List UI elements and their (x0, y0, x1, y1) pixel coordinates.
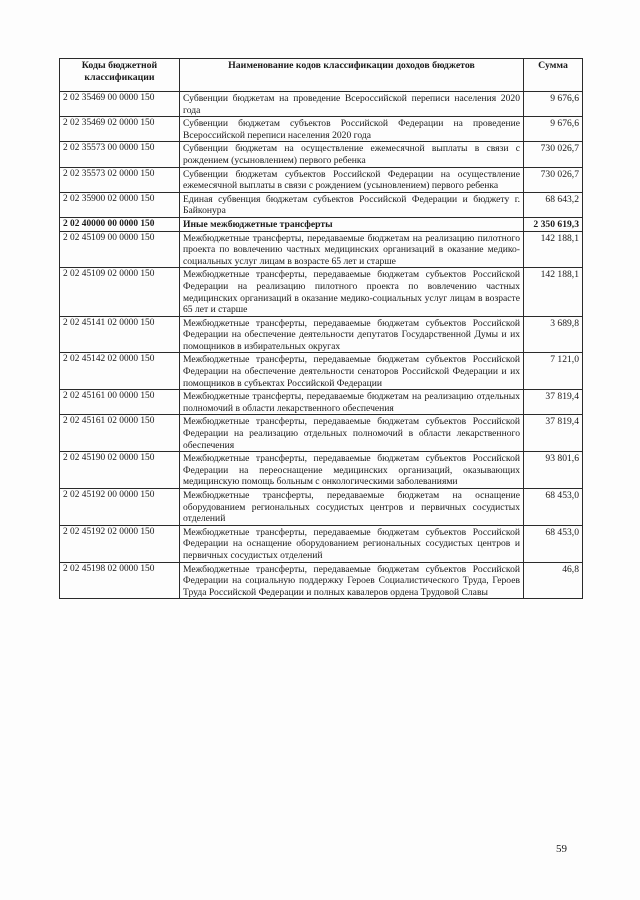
row-sum: 2 350 619,3 (524, 217, 583, 231)
row-code: 2 02 40000 00 0000 150 (60, 217, 180, 231)
row-code: 2 02 45109 02 0000 150 (60, 268, 180, 316)
row-code: 2 02 35573 00 0000 150 (60, 142, 180, 167)
row-name: Субвенции бюджетам субъектов Российской Федерации на проведение Всероссийской переписи населения 2020 года (180, 117, 524, 142)
row-name: Межбюджетные трансферты, передаваемые бюджетам субъектов Российской Федерации на обеспечение деятельности депутатов Государственной Думы и их помощников в избирательных округах (180, 316, 524, 353)
row-code: 2 02 45161 02 0000 150 (60, 415, 180, 452)
row-code: 2 02 45141 02 0000 150 (60, 316, 180, 353)
row-code: 2 02 35469 00 0000 150 (60, 92, 180, 117)
row-code: 2 02 35900 02 0000 150 (60, 192, 180, 217)
row-name: Иные межбюджетные трансферты (180, 217, 524, 231)
table-row (60, 117, 583, 142)
row-code: 2 02 45190 02 0000 150 (60, 452, 180, 489)
table-row (60, 142, 583, 167)
row-sum: 730 026,7 (524, 142, 583, 167)
row-sum: 730 026,7 (524, 167, 583, 192)
row-code: 2 02 45192 02 0000 150 (60, 525, 180, 562)
row-sum: 37 819,4 (524, 390, 583, 415)
table-row (60, 525, 583, 562)
table-row (60, 562, 583, 599)
table-row (60, 92, 583, 117)
row-name: Субвенции бюджетам субъектов Российской Федерации на осуществление ежемесячной выплаты в связи с рождением (усыновлением) первого ребенка (180, 167, 524, 192)
row-name: Межбюджетные трансферты, передаваемые бюджетам субъектов Российской Федерации на реализацию пилотного проекта по вовлечению частных медицинских организаций в оказание медико-социальных услуг лицам в возрасте 65 лет и старше (180, 268, 524, 316)
row-sum: 9 676,6 (524, 92, 583, 117)
row-name: Межбюджетные трансферты, передаваемые бюджетам субъектов Российской Федерации на оснащение оборудованием региональных сосудистых центров и первичных сосудистых отделений (180, 525, 524, 562)
table-row (60, 452, 583, 489)
table-row (60, 231, 583, 268)
row-code: 2 02 35469 02 0000 150 (60, 117, 180, 142)
table-header-row (60, 59, 583, 92)
row-sum: 68 453,0 (524, 489, 583, 526)
row-name: Межбюджетные трансферты, передаваемые бюджетам субъектов Российской Федерации на реализацию отдельных полномочий в области лекарственного обеспечения (180, 415, 524, 452)
row-code: 2 02 45198 02 0000 150 (60, 562, 180, 599)
row-sum: 68 643,2 (524, 192, 583, 217)
row-name: Межбюджетные трансферты, передаваемые бюджетам субъектов Российской Федерации на социальную поддержку Героев Социалистического Труда, Героев Труда Российской Федерации и полных кавалеров ордена Трудовой Славы (180, 562, 524, 599)
budget-classification-table (59, 58, 583, 599)
row-sum: 46,8 (524, 562, 583, 599)
table-row (60, 268, 583, 316)
table-row (60, 390, 583, 415)
header-name: Наименование кодов классификации доходов бюджетов (180, 59, 524, 92)
row-sum: 142 188,1 (524, 268, 583, 316)
page-number: 59 (556, 843, 567, 855)
table-row (60, 167, 583, 192)
table-row-total (60, 217, 583, 231)
header-sum: Сумма (524, 59, 583, 92)
row-sum: 7 121,0 (524, 353, 583, 390)
row-name: Межбюджетные трансферты, передаваемые бюджетам субъектов Российской Федерации на обеспечение деятельности сенаторов Российской Федерации и их помощников в субъектах Российской Федерации (180, 353, 524, 390)
row-sum: 3 689,8 (524, 316, 583, 353)
row-sum: 9 676,6 (524, 117, 583, 142)
row-code: 2 02 45109 00 0000 150 (60, 231, 180, 268)
row-code: 2 02 35573 02 0000 150 (60, 167, 180, 192)
row-name: Субвенции бюджетам на осуществление ежемесячной выплаты в связи с рождением (усыновлением) первого ребенка (180, 142, 524, 167)
row-sum: 93 801,6 (524, 452, 583, 489)
table-row (60, 353, 583, 390)
table-row (60, 489, 583, 526)
row-name: Межбюджетные трансферты, передаваемые бюджетам субъектов Российской Федерации на переоснащение медицинских организаций, оказывающих медицинскую помощь больным с онкологическими заболеваниями (180, 452, 524, 489)
row-name: Межбюджетные трансферты, передаваемые бюджетам на реализацию пилотного проекта по вовлечению частных медицинских организаций в оказание медико-социальных услуг лицам в возрасте 65 лет и старше (180, 231, 524, 268)
header-code: Коды бюджетной классификации (60, 59, 180, 92)
row-sum: 68 453,0 (524, 525, 583, 562)
row-name: Межбюджетные трансферты, передаваемые бюджетам на оснащение оборудованием региональных сосудистых центров и первичных сосудистых отделений (180, 489, 524, 526)
row-code: 2 02 45192 00 0000 150 (60, 489, 180, 526)
row-name: Межбюджетные трансферты, передаваемые бюджетам на реализацию отдельных полномочий в области лекарственного обеспечения (180, 390, 524, 415)
table-row (60, 316, 583, 353)
row-code: 2 02 45161 00 0000 150 (60, 390, 180, 415)
row-sum: 142 188,1 (524, 231, 583, 268)
row-name: Субвенции бюджетам на проведение Всероссийской переписи населения 2020 года (180, 92, 524, 117)
table-row (60, 415, 583, 452)
row-sum: 37 819,4 (524, 415, 583, 452)
row-name: Единая субвенция бюджетам субъектов Российской Федерации и бюджету г. Байконура (180, 192, 524, 217)
row-code: 2 02 45142 02 0000 150 (60, 353, 180, 390)
table-row (60, 192, 583, 217)
